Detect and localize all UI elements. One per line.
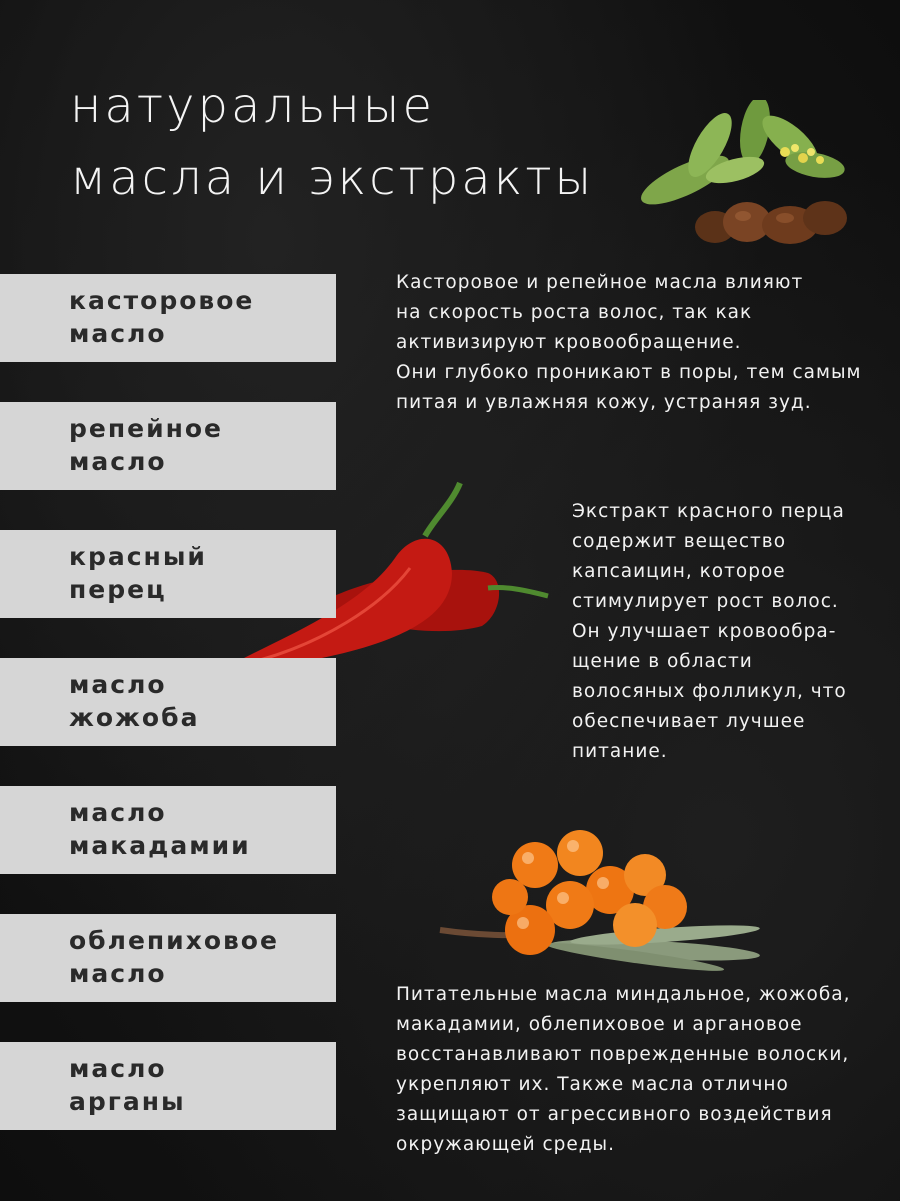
- text-line: защищают от агрессивного воздействия: [396, 1104, 833, 1125]
- page-title: [70, 70, 594, 214]
- label-line: масло: [69, 959, 167, 988]
- label-burdock-oil: [0, 402, 336, 490]
- text-line: Экстракт красного перца: [572, 501, 845, 522]
- label-line: масло: [69, 670, 167, 699]
- sea-buckthorn-illustration: [435, 825, 765, 975]
- pepper-front-stem: [425, 483, 460, 536]
- text-line: восстанавливают поврежденные волоски,: [396, 1044, 850, 1065]
- label-line: масло: [69, 1054, 167, 1083]
- label-line: красный: [69, 542, 207, 571]
- text-line: укрепляют их. Также масла отлично: [396, 1074, 789, 1095]
- text-line: макадамии, облепиховое и аргановое: [396, 1014, 803, 1035]
- label-line: масло: [69, 447, 167, 476]
- label-line: облепиховое: [69, 926, 279, 955]
- text-line: Он улучшает кровообра-: [572, 621, 837, 642]
- label-line: касторовое: [69, 286, 255, 315]
- jojoba-leaves: [635, 100, 846, 214]
- jojoba-nuts: [695, 201, 847, 244]
- text-line: стимулирует рост волос.: [572, 591, 839, 612]
- title-line-1: натуральные: [70, 78, 436, 134]
- text-line: питая и увлажняя кожу, устраняя зуд.: [396, 392, 812, 413]
- label-line: перец: [69, 575, 167, 604]
- pepper-description: [572, 497, 847, 767]
- oils-description: [396, 268, 862, 418]
- label-macadamia-oil: [0, 786, 336, 874]
- title-line-2: масла и экстракты: [70, 150, 595, 206]
- label-castor-oil: [0, 274, 336, 362]
- text-line: окружающей среды.: [396, 1134, 616, 1155]
- text-line: содержит вещество: [572, 531, 787, 552]
- label-line: масло: [69, 798, 167, 827]
- text-line: волосяных фолликул, что: [572, 681, 847, 702]
- label-jojoba-oil: [0, 658, 336, 746]
- text-line: Они глубоко проникают в поры, тем самым: [396, 362, 862, 383]
- text-line: обеспечивает лучшее: [572, 711, 806, 732]
- label-line: репейное: [69, 414, 224, 443]
- text-line: щение в области: [572, 651, 753, 672]
- text-line: Касторовое и репейное масла влияют: [396, 272, 804, 293]
- jojoba-illustration: [625, 100, 855, 250]
- label-sea-buckthorn-oil: [0, 914, 336, 1002]
- text-line: питание.: [572, 741, 668, 762]
- text-line: Питательные масла миндальное, жожоба,: [396, 984, 851, 1005]
- text-line: активизируют кровообращение.: [396, 332, 742, 353]
- text-line: на скорость роста волос, так как: [396, 302, 753, 323]
- text-line: капсаицин, которое: [572, 561, 786, 582]
- nourishing-oils-description: [396, 980, 851, 1160]
- label-line: макадамии: [69, 831, 251, 860]
- label-line: арганы: [69, 1087, 186, 1116]
- label-argan-oil: [0, 1042, 336, 1130]
- label-line: жожоба: [69, 703, 200, 732]
- label-line: масло: [69, 319, 167, 348]
- label-red-pepper: [0, 530, 336, 618]
